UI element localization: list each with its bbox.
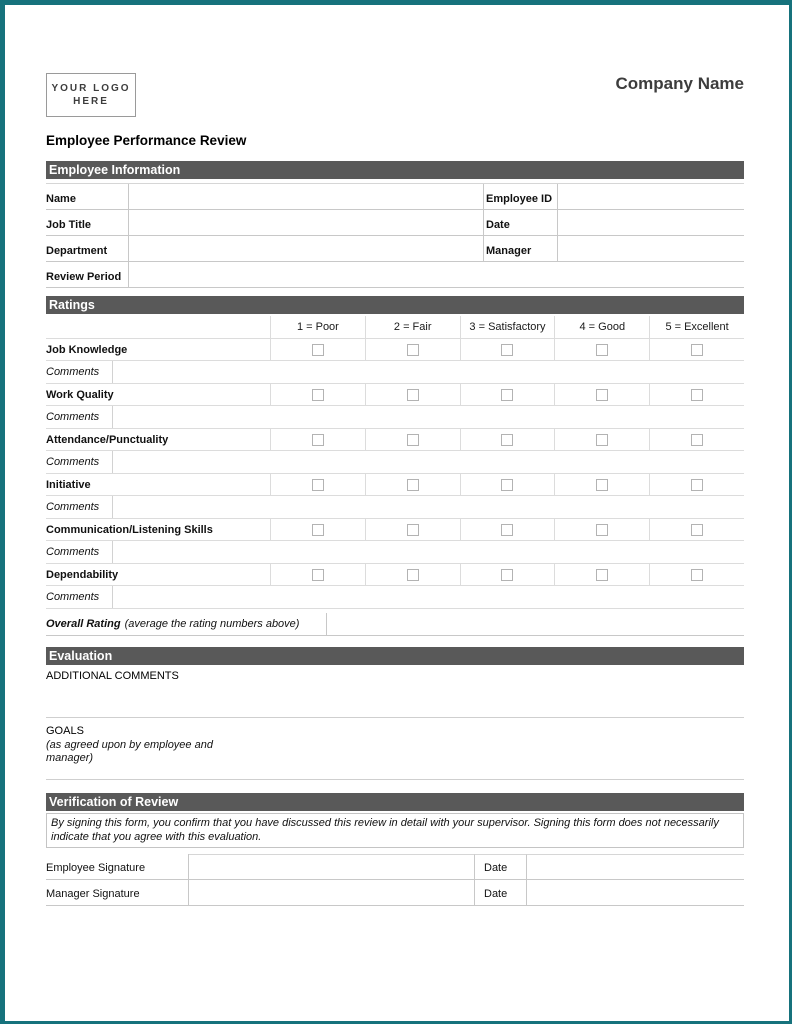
review-period-label: Review Period — [46, 262, 129, 287]
comments-row — [46, 451, 744, 474]
comments-field[interactable] — [113, 451, 744, 473]
header — [46, 73, 744, 117]
rating-cell — [270, 519, 365, 540]
rating-cell — [554, 384, 649, 405]
comments-row — [46, 496, 744, 519]
rating-checkbox[interactable] — [501, 569, 513, 581]
criterion-label: Communication/Listening Skills — [46, 523, 213, 536]
comments-row — [46, 406, 744, 429]
rating-cell — [365, 564, 460, 585]
rating-checkbox[interactable] — [596, 569, 608, 581]
rating-cell — [460, 564, 555, 585]
rating-checkbox[interactable] — [691, 344, 703, 356]
date-label: Date — [475, 880, 527, 905]
employee-information-table — [46, 183, 744, 288]
rating-cell — [649, 519, 744, 540]
rating-checkbox[interactable] — [312, 344, 324, 356]
section-header-verification-of-review: Verification of Review — [46, 793, 744, 811]
rating-checkbox[interactable] — [407, 479, 419, 491]
rating-checkbox[interactable] — [312, 524, 324, 536]
form-title: Employee Performance Review — [46, 133, 247, 148]
name-label: Name — [46, 184, 129, 209]
scale-header-excellent: 5 = Excellent — [649, 316, 744, 338]
rating-checkbox[interactable] — [691, 569, 703, 581]
rating-row-work-quality — [46, 384, 744, 406]
table-row — [46, 236, 744, 262]
employee-id-field[interactable] — [558, 184, 744, 209]
logo-text-line2: HERE — [73, 96, 109, 107]
manager-signature-label: Manager Signature — [46, 880, 189, 905]
rating-checkbox[interactable] — [312, 569, 324, 581]
additional-comments-label: ADDITIONAL COMMENTS — [46, 670, 179, 682]
department-field[interactable] — [129, 236, 483, 261]
rating-cell — [365, 384, 460, 405]
rating-checkbox[interactable] — [501, 434, 513, 446]
rating-checkbox[interactable] — [501, 524, 513, 536]
rating-checkbox[interactable] — [312, 479, 324, 491]
comments-field[interactable] — [113, 541, 744, 563]
rating-cell — [365, 519, 460, 540]
rating-checkbox[interactable] — [691, 389, 703, 401]
comments-field[interactable] — [113, 361, 744, 383]
table-row — [46, 880, 744, 906]
rating-checkbox[interactable] — [501, 479, 513, 491]
criterion-label: Dependability — [46, 568, 119, 581]
rating-cell — [554, 564, 649, 585]
section-header-ratings: Ratings — [46, 296, 744, 314]
rating-checkbox[interactable] — [407, 569, 419, 581]
rating-cell — [554, 339, 649, 360]
criterion-label: Work Quality — [46, 388, 114, 401]
manager-signature-date-field[interactable] — [527, 880, 744, 905]
review-period-field[interactable] — [129, 262, 744, 287]
scale-header-fair: 2 = Fair — [365, 316, 460, 338]
table-row — [46, 262, 744, 288]
goals-field[interactable] — [46, 765, 744, 766]
rating-checkbox[interactable] — [596, 434, 608, 446]
comments-row — [46, 361, 744, 384]
manager-field[interactable] — [558, 236, 744, 261]
section-header-employee-information: Employee Information — [46, 161, 744, 179]
rating-cell — [365, 474, 460, 495]
manager-signature-field[interactable] — [189, 880, 475, 905]
rating-checkbox[interactable] — [596, 344, 608, 356]
comments-row — [46, 586, 744, 609]
scale-header-satisfactory: 3 = Satisfactory — [460, 316, 555, 338]
company-name: Company Name — [615, 74, 744, 93]
rating-cell — [554, 429, 649, 450]
employee-signature-label: Employee Signature — [46, 854, 189, 879]
overall-rating-title: Overall Rating — [46, 618, 121, 630]
rating-cell — [460, 519, 555, 540]
rating-cell — [270, 474, 365, 495]
rating-checkbox[interactable] — [407, 524, 419, 536]
rating-cell — [460, 429, 555, 450]
rating-checkbox[interactable] — [312, 389, 324, 401]
rating-checkbox[interactable] — [691, 479, 703, 491]
rating-checkbox[interactable] — [312, 434, 324, 446]
rating-checkbox[interactable] — [407, 389, 419, 401]
logo-text-line1: YOUR LOGO — [51, 83, 131, 94]
criterion-label: Initiative — [46, 478, 91, 491]
additional-comments-field[interactable] — [46, 682, 744, 683]
comments-label: Comments — [46, 496, 113, 518]
scale-header-poor: 1 = Poor — [270, 316, 365, 338]
goals-label: GOALS — [46, 725, 84, 737]
overall-rating-row — [46, 613, 744, 636]
scale-header-spacer — [46, 316, 270, 338]
comments-field[interactable] — [113, 406, 744, 428]
rating-cell — [365, 339, 460, 360]
name-field[interactable] — [129, 184, 483, 209]
ratings-scale-header-row — [46, 316, 744, 339]
criterion-label: Job Knowledge — [46, 343, 128, 356]
signature-table — [46, 854, 744, 906]
rating-cell — [270, 384, 365, 405]
rating-row-communication-listening-skills — [46, 519, 744, 541]
overall-rating-note: (average the rating numbers above) — [124, 618, 300, 630]
logo-placeholder — [46, 73, 136, 117]
employee-signature-field[interactable] — [189, 854, 475, 879]
rating-cell — [649, 384, 744, 405]
rating-cell — [460, 339, 555, 360]
comments-label: Comments — [46, 361, 113, 383]
comments-label: Comments — [46, 451, 113, 473]
rating-cell — [460, 474, 555, 495]
department-label: Department — [46, 236, 129, 261]
scale-header-good: 4 = Good — [554, 316, 649, 338]
rating-checkbox[interactable] — [691, 524, 703, 536]
rating-checkbox[interactable] — [596, 479, 608, 491]
rating-cell — [649, 474, 744, 495]
rating-cell — [554, 519, 649, 540]
comments-label: Comments — [46, 406, 113, 428]
date-label: Date — [475, 854, 527, 879]
rating-cell — [649, 339, 744, 360]
rating-row-dependability — [46, 564, 744, 586]
goals-note: (as agreed upon by employee and manager) — [46, 739, 213, 764]
rating-cell — [460, 384, 555, 405]
comments-label: Comments — [46, 541, 113, 563]
rating-checkbox[interactable] — [501, 344, 513, 356]
section-header-evaluation: Evaluation — [46, 647, 744, 665]
rating-checkbox[interactable] — [407, 434, 419, 446]
comments-row — [46, 541, 744, 564]
rating-checkbox[interactable] — [596, 524, 608, 536]
date-label: Date — [483, 210, 558, 235]
rating-cell — [649, 429, 744, 450]
comments-field[interactable] — [113, 586, 744, 608]
rating-checkbox[interactable] — [596, 389, 608, 401]
rating-row-initiative — [46, 474, 744, 496]
ratings-table — [46, 316, 744, 636]
date-field[interactable] — [558, 210, 744, 235]
rating-checkbox[interactable] — [501, 389, 513, 401]
table-row — [46, 854, 744, 880]
verification-statement: By signing this form, you confirm that you have discussed this review in detail with your supervisor. Signing this form does not necessarily indicate that you agree with this evaluation. — [46, 813, 744, 848]
job-title-field[interactable] — [129, 210, 483, 235]
rating-checkbox[interactable] — [691, 434, 703, 446]
divider — [46, 779, 744, 780]
manager-label: Manager — [483, 236, 558, 261]
rating-row-attendance-punctuality — [46, 429, 744, 451]
rating-cell — [270, 564, 365, 585]
criterion-label: Attendance/Punctuality — [46, 433, 169, 446]
overall-rating-label — [46, 613, 327, 635]
table-row — [46, 184, 744, 210]
rating-cell — [649, 564, 744, 585]
table-row — [46, 210, 744, 236]
rating-cell — [270, 339, 365, 360]
rating-cell — [554, 474, 649, 495]
rating-row-job-knowledge — [46, 339, 744, 361]
divider — [46, 717, 744, 718]
rating-cell — [365, 429, 460, 450]
employee-id-label: Employee ID — [483, 184, 558, 209]
rating-checkbox[interactable] — [407, 344, 419, 356]
comments-label: Comments — [46, 586, 113, 608]
rating-cell — [270, 429, 365, 450]
employee-signature-date-field[interactable] — [527, 854, 744, 879]
overall-rating-field[interactable] — [327, 613, 744, 635]
comments-field[interactable] — [113, 496, 744, 518]
job-title-label: Job Title — [46, 210, 129, 235]
